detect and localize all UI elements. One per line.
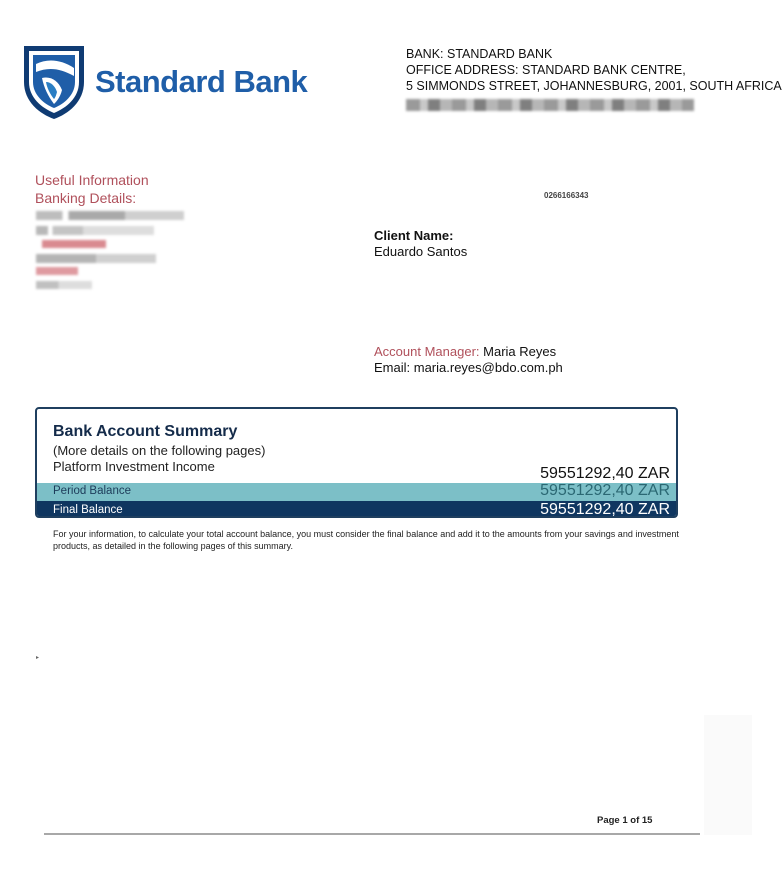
standard-bank-shield-logo [20, 42, 88, 120]
client-block [374, 228, 467, 260]
balance-footnote: For your information, to calculate your total account balance, you must consider the final balance and add it to the amounts from your savings and investment products, as detailed in the following pages of this summary. [53, 529, 679, 551]
page-number: Page 1 of 15 [597, 815, 653, 826]
account-summary-box [35, 407, 678, 518]
bullet-marker: ▸ [36, 655, 40, 661]
faded-margin-area [704, 715, 752, 835]
bank-address-block [406, 46, 782, 94]
final-balance-row [37, 501, 676, 518]
period-balance-value: 59551292,40 ZAR [540, 482, 670, 499]
summary-title: Bank Account Summary [53, 423, 238, 440]
final-balance-label: Final Balance [53, 504, 123, 516]
account-manager-name: Maria Reyes [483, 344, 557, 359]
redacted-contact-line [406, 99, 694, 111]
account-manager-block [374, 344, 563, 376]
manager-email: maria.reyes@bdo.com.ph [413, 360, 563, 375]
income-value: 59551292,40 ZAR [540, 465, 670, 482]
useful-information-title: Useful Information [35, 172, 149, 188]
bank-name-logo-text: Standard Bank [95, 64, 308, 99]
street-address-line: 5 SIMMONDS STREET, JOHANNESBURG, 2001, SOUTH AFRICA [406, 79, 782, 93]
banking-details-title: Banking Details: [35, 190, 137, 206]
reference-number: 0266166343 [544, 191, 589, 200]
period-balance-label: Period Balance [53, 485, 131, 497]
account-manager-label: Account Manager: [374, 344, 480, 359]
income-label: Platform Investment Income [53, 459, 215, 474]
final-balance-value: 59551292,40 ZAR [540, 501, 670, 518]
summary-subtitle: (More details on the following pages) [53, 443, 266, 458]
office-address-line: OFFICE ADDRESS: STANDARD BANK CENTRE, [406, 63, 686, 77]
email-label: Email: [374, 360, 411, 375]
client-name-label: Client Name: [374, 228, 454, 243]
bank-name-line: BANK: STANDARD BANK [406, 47, 553, 61]
useful-information-heading [35, 171, 149, 207]
footer-divider [44, 833, 700, 835]
period-balance-row [37, 483, 676, 501]
client-name: Eduardo Santos [374, 244, 468, 259]
